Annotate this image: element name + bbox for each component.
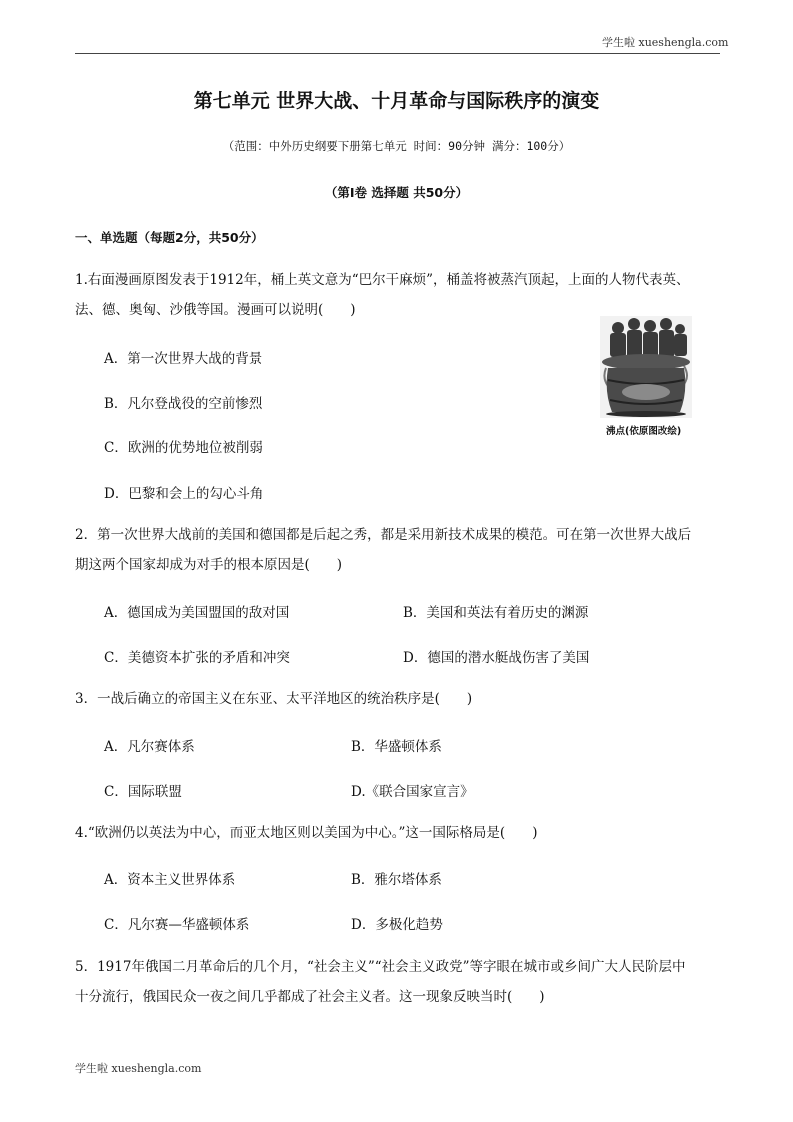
q4-line1: 4.“欧洲仍以英法为中心，而亚太地区则以美国为中心。”这一国际格局是( ) — [75, 825, 538, 841]
q1-option-c: C．欧洲的优势地位被削弱 — [104, 440, 263, 456]
q4-option-c: C．凡尔赛—华盛顿体系 — [104, 917, 250, 933]
q1-line1: 1.右面漫画原图发表于1912年，桶上英文意为“巴尔干麻烦”，桶盖将被蒸汽顶起，上面的人物代表英、 — [75, 272, 690, 288]
page-title: 第七单元 世界大战、十月革命与国际秩序的演变 — [193, 90, 600, 112]
q4-option-a: A．资本主义世界体系 — [104, 872, 236, 888]
q3-option-b: B．华盛顿体系 — [351, 739, 442, 755]
q4-option-b: B．雅尔塔体系 — [351, 872, 442, 888]
q1-option-d: D．巴黎和会上的勾心斗角 — [104, 486, 264, 502]
q3-option-d: D.《联合国家宣言》 — [351, 784, 474, 800]
q2-option-d: D．德国的潜水艇战伤害了美国 — [403, 650, 590, 666]
q3-option-c: C．国际联盟 — [104, 784, 182, 800]
q3-line1: 3．一战后确立的帝国主义在东亚、太平洋地区的统治秩序是( ) — [75, 691, 473, 707]
boiling-point-cartoon — [600, 316, 692, 418]
q5-line1: 5．1917年俄国二月革命后的几个月，“社会主义”“社会主义政党”等字眼在城市或乡间广大人民阶层中 — [75, 959, 686, 975]
q2-line2: 期这两个国家却成为对手的根本原因是( ) — [75, 557, 343, 573]
q4-option-d: D．多极化趋势 — [351, 917, 443, 933]
header-rule — [75, 53, 720, 54]
q1-option-b: B．凡尔登战役的空前惨烈 — [104, 396, 263, 412]
q2-option-b: B．美国和英法有着历史的渊源 — [403, 605, 589, 621]
q5-line2: 十分流行，俄国民众一夜之间几乎都成了社会主义者。这一现象反映当时( ) — [75, 989, 545, 1005]
q2-option-a: A．德国成为美国盟国的敌对国 — [104, 605, 290, 621]
header-brand: 学生啦 xueshengla.com — [602, 36, 729, 49]
footer-brand: 学生啦 xueshengla.com — [75, 1062, 202, 1075]
q3-option-a: A．凡尔赛体系 — [104, 739, 195, 755]
exam-scope: （范围：中外历史纲要下册第七单元 时间：90分钟 满分：100分） — [222, 139, 571, 153]
q2-line1: 2．第一次世界大战前的美国和德国都是后起之秀，都是采用新技术成果的模范。可在第一次世界大战后 — [75, 527, 692, 543]
section-heading: 一、单选题（每题2分，共50分） — [75, 230, 264, 245]
q1-line2: 法、德、奥匈、沙俄等国。漫画可以说明( ) — [75, 302, 356, 318]
q1-option-a: A．第一次世界大战的背景 — [104, 351, 263, 367]
q2-option-c: C．美德资本扩张的矛盾和冲突 — [104, 650, 290, 666]
part-heading: （第Ⅰ卷 选择题 共50分） — [324, 185, 469, 200]
figure-caption: 沸点(依原图改绘) — [606, 426, 682, 437]
